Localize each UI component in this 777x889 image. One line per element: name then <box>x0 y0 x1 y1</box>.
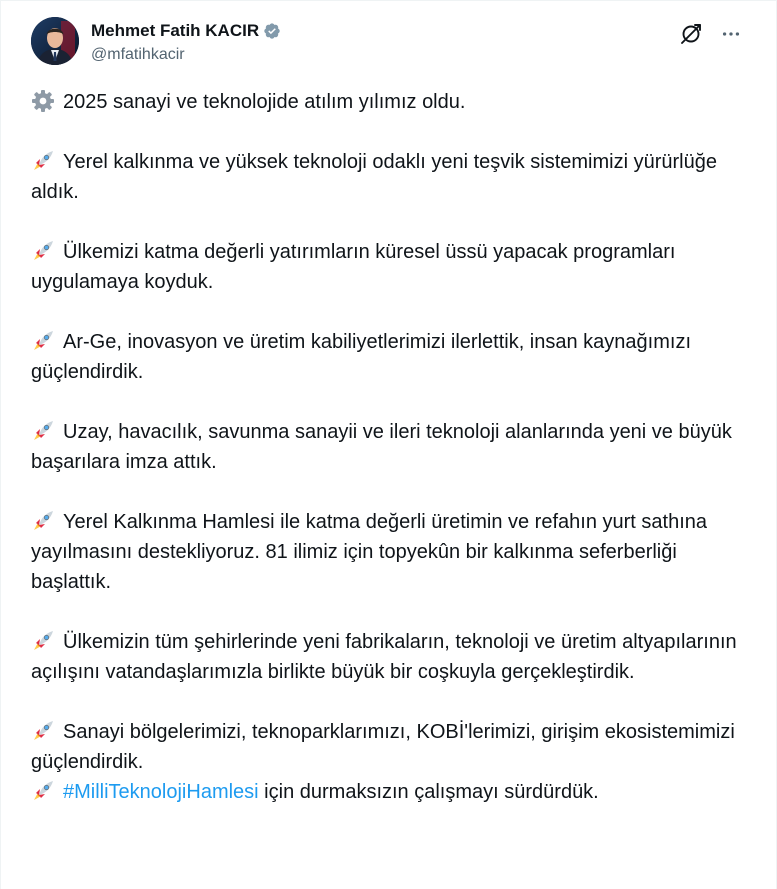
author-display-name[interactable]: Mehmet Fatih KACIR <box>91 21 260 40</box>
rocket-emoji-icon <box>31 509 55 533</box>
grok-icon[interactable] <box>676 19 706 49</box>
post-text <box>31 87 747 807</box>
post-paragraph <box>31 327 747 387</box>
author-names <box>91 20 281 64</box>
post-paragraph <box>31 147 747 207</box>
paragraph-text: Uzay, havacılık, savunma sanayii ve ileri teknoloji alanlarında yeni ve büyük başarılara imza attık. <box>31 421 732 473</box>
rocket-emoji-icon <box>31 719 55 743</box>
post-paragraph <box>31 417 747 477</box>
rocket-emoji-icon <box>31 629 55 653</box>
author-handle[interactable]: @mfatihkacir <box>91 46 185 63</box>
rocket-emoji-icon <box>31 329 55 353</box>
paragraph-text: Yerel Kalkınma Hamlesi ile katma değerli üretimin ve refahın yurt sathına yayılmasını destekliyoruz. 81 ilimiz için topyekûn bir kalkınma seferberliği başlattık. <box>31 511 708 593</box>
post-paragraph <box>31 717 747 777</box>
rocket-emoji-icon <box>31 149 55 173</box>
intro-text: 2025 sanayi ve teknolojide atılım yılımız oldu. <box>63 91 466 113</box>
post-paragraph <box>31 237 747 297</box>
more-options-icon[interactable] <box>716 19 746 49</box>
post-paragraph <box>31 627 747 687</box>
last-paragraph-text: için durmaksızın çalışmayı sürdürdük. <box>258 781 599 803</box>
post-paragraph-intro <box>31 87 747 117</box>
paragraph-text: Sanayi bölgelerimizi, teknoparklarımızı, KOBİ'lerimizi, girişim ekosistemimizi güçlendirdik. <box>31 721 735 773</box>
rocket-emoji-icon <box>31 419 55 443</box>
post-paragraph <box>31 507 747 597</box>
paragraph-text: Ar-Ge, inovasyon ve üretim kabiliyetlerimizi ilerlettik, insan kaynağımızı güçlendirdik. <box>31 331 691 383</box>
post-header <box>31 17 746 71</box>
rocket-emoji-icon <box>31 239 55 263</box>
hashtag-link[interactable]: #MilliTeknolojiHamlesi <box>63 781 259 803</box>
verified-badge-icon[interactable] <box>263 22 281 40</box>
paragraph-text: Ülkemizi katma değerli yatırımların küresel üssü yapacak programları uygulamaya koyduk. <box>31 241 676 293</box>
avatar[interactable] <box>31 17 79 65</box>
rocket-emoji-icon <box>31 779 55 803</box>
paragraph-text: Ülkemizin tüm şehirlerinde yeni fabrikaların, teknoloji ve üretim altyapılarının açılışını vatandaşlarımızla birlikte büyük bir coşkuyla gerçekleştirdik. <box>31 631 737 683</box>
gear-emoji-icon <box>31 89 55 113</box>
post-paragraph-last <box>31 777 747 807</box>
paragraph-text: Yerel kalkınma ve yüksek teknoloji odaklı yeni teşvik sistemimizi yürürlüğe aldık. <box>31 151 717 203</box>
